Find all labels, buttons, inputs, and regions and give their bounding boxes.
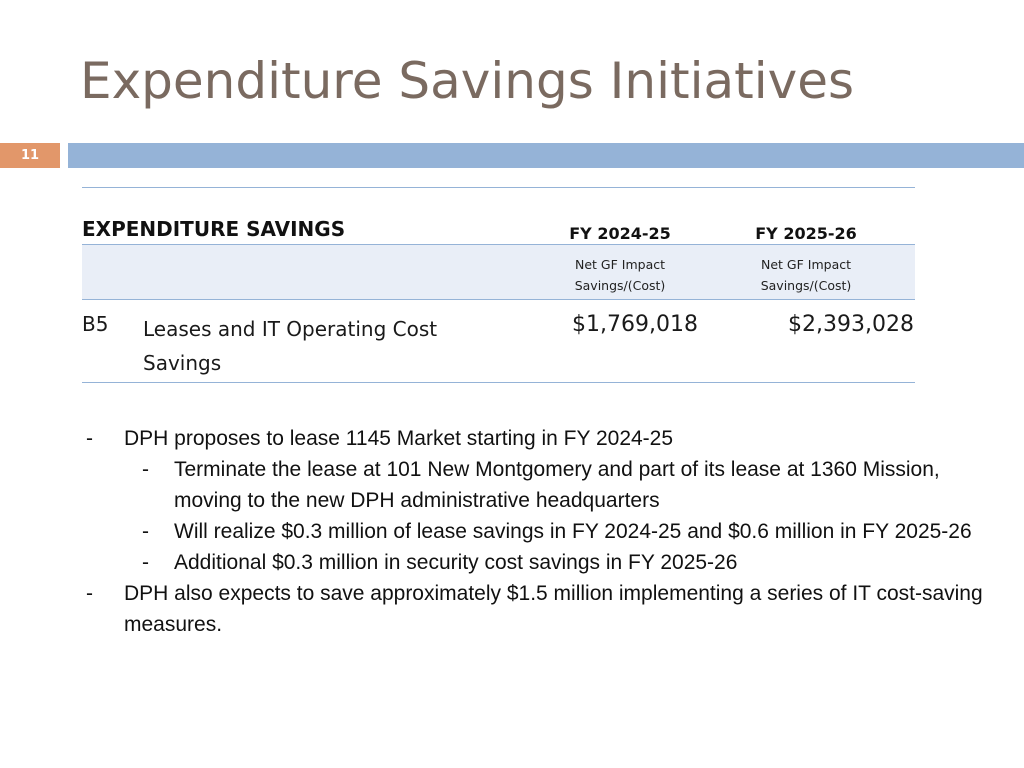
- row-description: Leases and IT Operating Cost Savings: [143, 317, 438, 375]
- table-header-row: [82, 188, 915, 244]
- column-subheader-fy2025-26: Net GF Impact Savings/(Cost): [760, 257, 852, 293]
- list-item: - DPH proposes to lease 1145 Market starting in FY 2024-25 - Terminate the lease at 101 New Montgomery and part of its lease at 1360 Mission, moving to the new DPH administrative headquarters - Will realize $0.3 million of lease savings in FY 2024-25 and $0.6 million in FY 2025-26 - Additional $0.3 million in security cost savings in FY 2025-26: [86, 423, 986, 578]
- savings-table: [82, 187, 915, 383]
- list-item: - Will realize $0.3 million of lease savings in FY 2024-25 and $0.6 million in FY 2025-26: [142, 520, 972, 543]
- slide-number: 11: [0, 143, 60, 168]
- list-item: - Terminate the lease at 101 New Montgomery and part of its lease at 1360 Mission, moving to the new DPH administrative headquarters: [142, 458, 940, 512]
- row-value-fy2024-25: $1,769,018: [572, 312, 698, 337]
- list-item: - Additional $0.3 million in security cost savings in FY 2025-26: [142, 551, 738, 574]
- row-code: B5: [82, 312, 109, 336]
- title-accent-bar: [68, 143, 1024, 168]
- column-header-fy2024-25: FY 2024-25: [569, 224, 671, 243]
- table-row: [82, 300, 915, 382]
- column-subheader-fy2024-25: Net GF Impact Savings/(Cost): [574, 257, 666, 293]
- row-value-fy2025-26: $2,393,028: [788, 312, 914, 337]
- slide-title: Expenditure Savings Initiatives: [80, 52, 854, 110]
- list-item: - DPH also expects to save approximately $1.5 million implementing a series of IT cost-saving measures.: [86, 582, 983, 636]
- table-bottom-rule: [82, 382, 915, 383]
- table-subheader-row: [82, 245, 915, 299]
- bullet-list: [86, 423, 986, 640]
- section-label: EXPENDITURE SAVINGS: [82, 217, 346, 241]
- column-header-fy2025-26: FY 2025-26: [755, 224, 857, 243]
